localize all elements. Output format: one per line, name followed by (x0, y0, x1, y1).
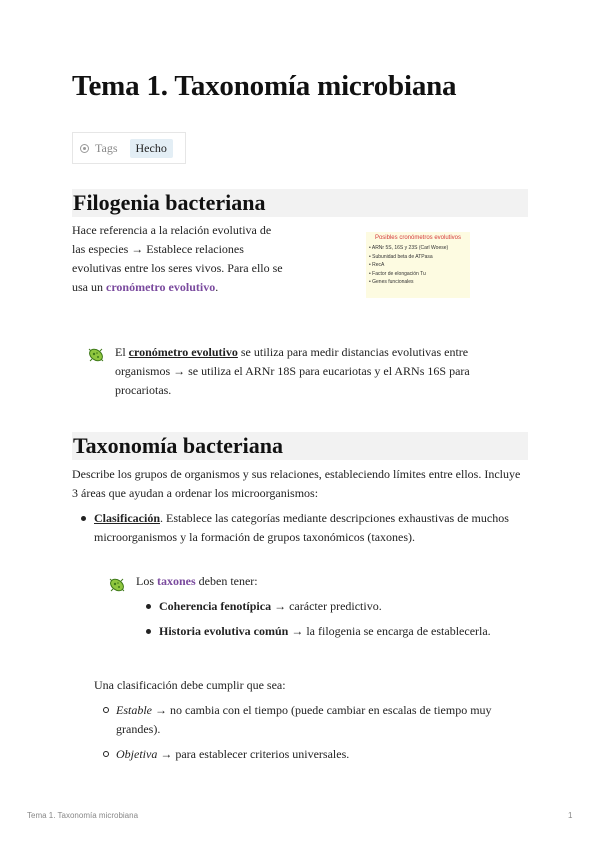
footer-page-number: 1 (568, 811, 573, 820)
image-line: • Factor de elongación Tu (369, 270, 426, 277)
list-item-clasificacion (94, 509, 524, 547)
tags-label: Tags (95, 140, 118, 155)
footer-doc-title: Tema 1. Taxonomía microbiana (27, 811, 139, 820)
intro-line: evolutivas entre los seres vivos. Para ello se (72, 261, 283, 275)
list-item (159, 622, 519, 641)
cronometro-callout (115, 343, 495, 400)
item-bold: Historia evolutiva común (159, 624, 289, 638)
intro-prefix: usa un (72, 280, 106, 294)
list-item (116, 745, 516, 764)
callout-prefix: El (115, 345, 129, 359)
image-line: • RecA (369, 262, 385, 268)
callout-rest: se utiliza para medir distancias evolutivas entre (237, 345, 469, 359)
intro-line: Describe los grupos de organismos y sus relaciones, estableciendo límites entre ellos. Incluye (72, 467, 521, 481)
callout-line: organismos → se utiliza el ARNr 18S para eucariotas y el ARNs 16S para (115, 364, 470, 378)
taxones-prefix: Los (136, 574, 157, 588)
intro-suffix: . (215, 280, 219, 294)
microbe-icon (86, 345, 106, 365)
image-line: • Subunidad beta de ATPasa (369, 253, 433, 260)
page-title: Tema 1. Taxonomía microbiana (72, 70, 457, 102)
intro-line: las especies → Establece relaciones (72, 242, 244, 256)
image-line: • ARNr 5S, 16S y 23S (Carl Woese) (369, 245, 449, 251)
clasificacion-bold: Clasificación (94, 511, 160, 525)
taxones-suffix: deben tener: (195, 574, 258, 588)
item-bold: Coherencia fenotípica (159, 599, 272, 613)
intro-line (72, 278, 302, 297)
item-rest: → carácter predictivo. (271, 599, 382, 613)
taxones-requirements (159, 597, 519, 641)
cronometro-link[interactable]: cronómetro evolutivo (106, 280, 216, 294)
taxonomia-intro (72, 465, 532, 503)
criterion-rest: → para establecer criterios universales. (157, 747, 350, 761)
section-heading-taxonomia: Taxonomía bacteriana (72, 432, 528, 460)
callout-line: procariotas. (115, 383, 172, 397)
filogenia-intro (72, 221, 302, 297)
image-line: • Genes funcionales (369, 279, 414, 285)
tags-icon (80, 144, 89, 153)
taxones-link[interactable]: taxones (157, 574, 196, 588)
callout-bold: cronómetro evolutivo (128, 345, 238, 359)
item-rest: → la filogenia se encarga de establecerla. (288, 624, 491, 638)
callout-line (115, 343, 495, 362)
areas-list (94, 509, 524, 547)
list-item (159, 597, 519, 616)
intro-line: 3 áreas que ayudan a ordenar los microorganismos: (72, 486, 319, 500)
criterion-line2: grandes). (116, 722, 161, 736)
section-heading-filogenia: Filogenia bacteriana (72, 189, 528, 217)
tag-chip: Hecho (130, 139, 173, 158)
taxones-callout (136, 572, 436, 591)
intro-line: Hace referencia a la relación evolutiva de (72, 223, 272, 237)
criterion-italic: Objetiva (116, 747, 158, 761)
criterion-italic: Estable (116, 703, 152, 717)
clasificacion-rest: . Establece las categorías mediante descripciones exhaustivas de muchos (160, 511, 509, 525)
clasificacion-line2: microorganismos y la formación de grupos taxonómicos (taxones). (94, 530, 416, 544)
criteria-list (116, 701, 516, 764)
tags-property (72, 132, 186, 164)
microbe-icon (107, 575, 127, 595)
image-title: Posibles cronómetros evolutivos (374, 235, 462, 241)
cronometros-image (366, 232, 470, 298)
list-item (116, 701, 516, 739)
criteria-intro: Una clasificación debe cumplir que sea: (94, 678, 286, 692)
criterion-rest: → no cambia con el tiempo (puede cambiar en escalas de tiempo muy (152, 703, 492, 717)
